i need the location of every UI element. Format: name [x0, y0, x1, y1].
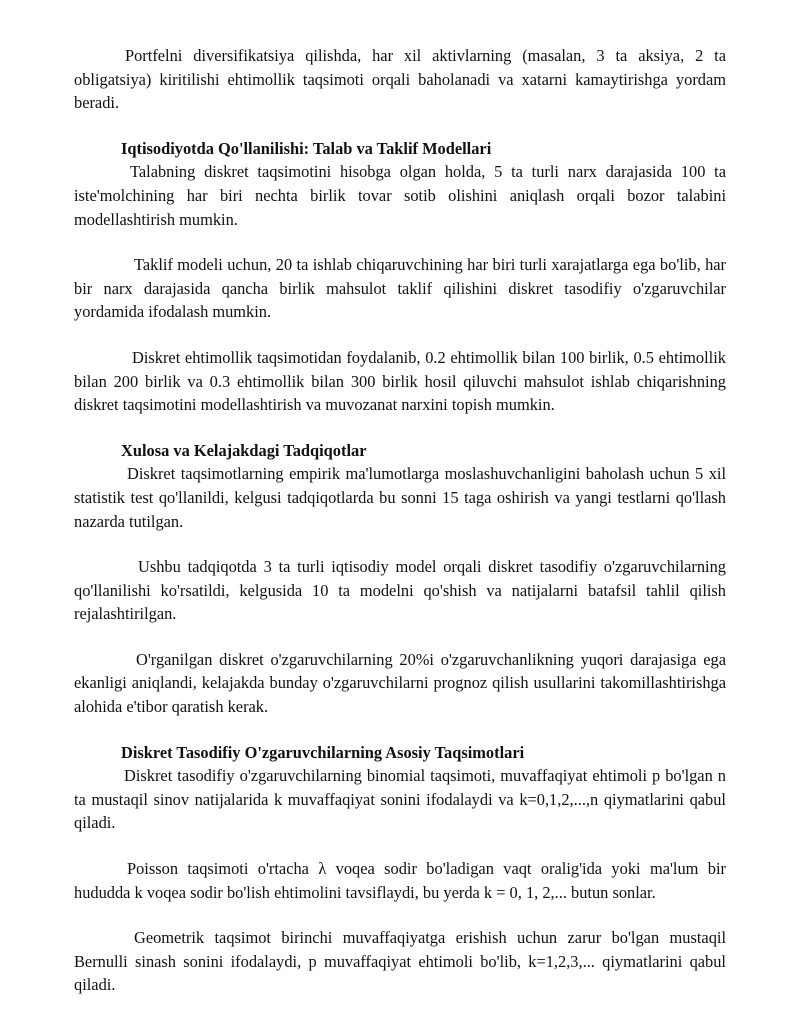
paragraph-binomial: Diskret tasodifiy o'zgaruvchilarning binomial taqsimoti, muvaffaqiyat ehtimoli p bo'lgan n ta mustaqil sinov natijalarida k muvaffaqiyat sonini ifodalaydi va k=0,1,2,...,n qiymatlarini qabul qiladi. — [74, 766, 726, 833]
paragraph-variability: O'rganilgan diskret o'zgaruvchilarning 20%i o'zgaruvchanlikning yuqori darajasiga ega ekanligi aniqlandi, kelajakda bunday o'zgaruvchilarni prognoz qilish usullarini takomillashtirishga alohida e'tibor qaratish kerak. — [74, 649, 726, 717]
heading-conclusion: Xulosa va Kelajakdagi Tadqiqotlar — [121, 440, 367, 460]
paragraph-poisson: Poisson taqsimoti o'rtacha λ voqea sodir bo'ladigan vaqt oralig'ida yoki ma'lum bir hududda k voqea sodir bo'lish ehtimolini tavsiflaydi, bu yerda k = 0, 1, 2,... butun sonlar. — [74, 859, 726, 902]
paragraph-economic-models: Ushbu tadqiqotda 3 ta turli iqtisodiy model orqali diskret tasodifiy o'zgaruvchilarning qo'llanilishi ko'rsatildi, kelgusida 10 ta modelni qo'shish va natijalarni batafsil tahlil qilish rejalashtirilgan. — [74, 557, 726, 624]
paragraph-statistical-tests: Diskret taqsimotlarning empirik ma'lumotlarga moslashuvchanligini baholash uchun 5 xil statistik test qo'llanildi, kelgusi tadqiqotlarda bu sonni 15 taga oshirish va yangi testlarni qo'llash nazarda tutilgan. — [74, 464, 726, 531]
paragraph-demand-model: Talabning diskret taqsimotini hisobga olgan holda, 5 ta turli narx darajasida 100 ta iste'molchining har biri nechta birlik tovar sotib olishini aniqlash orqali bozor talabini modellashtirish mumkin. — [74, 162, 726, 229]
heading-main-distributions: Diskret Tasodifiy O'zgaruvchilarning Asosiy Taqsimotlari — [121, 742, 525, 762]
paragraph-geometric: Geometrik taqsimot birinchi muvaffaqiyatga erishish uchun zarur bo'lgan mustaqil Bernulli sinash sonini ifodalaydi, p muvaffaqiyat ehtimoli bo'lib, k=1,2,3,... qiymatlarini qabul qiladi. — [74, 928, 726, 995]
paragraph-portfolio: Portfelni diversifikatsiya qilishda, har xil aktivlarning (masalan, 3 ta aksiya, 2 ta obligatsiya) kiritilishi ehtimollik taqsimoti orqali baholanadi va xatarni kamaytirishga yordam beradi. — [74, 46, 726, 113]
paragraph-equilibrium: Diskret ehtimollik taqsimotidan foydalanib, 0.2 ehtimollik bilan 100 birlik, 0.5 ehtimollik bilan 200 birlik va 0.3 ehtimollik bilan 300 birlik hosil qiluvchi mahsulot ishlab chiqarishning diskret taqsimotini modellashtirish va muvozanat narxini topish mumkin. — [74, 347, 726, 415]
paragraph-supply-model: Taklif modeli uchun, 20 ta ishlab chiqaruvchining har biri turli xarajatlarga ega bo'lib, har bir narx darajasida qancha birlik mahsulot taklif qilishini diskret tasodifiy o'zgaruvchilar yordamida ifodalash mumkin. — [74, 255, 726, 322]
heading-economics-application: Iqtisodiyotda Qo'llanilishi: Talab va Taklif Modellari — [121, 138, 492, 158]
